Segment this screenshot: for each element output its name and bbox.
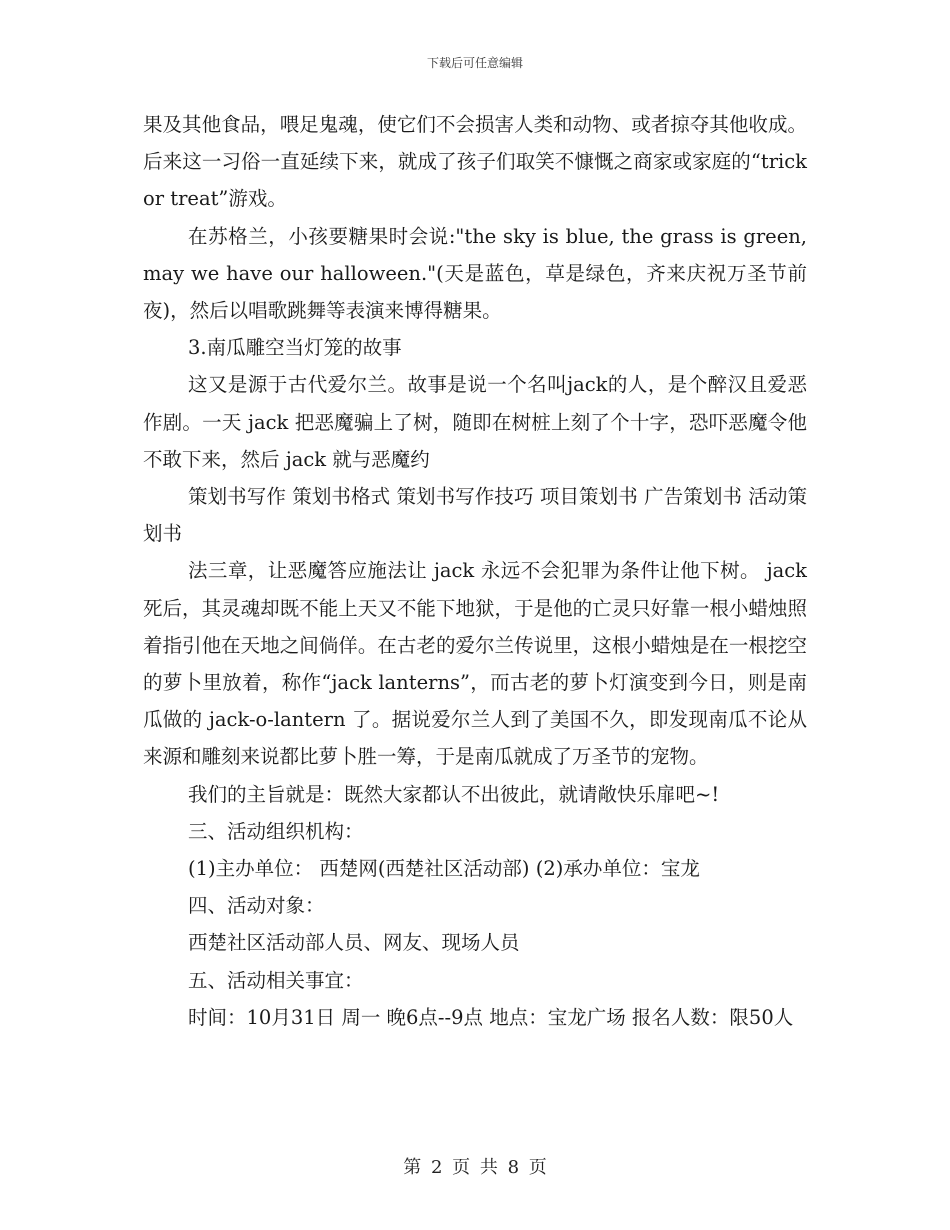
section-heading-details: 五、活动相关事宜： — [188, 968, 364, 992]
header-note: 下载后可任意编辑 — [426, 56, 523, 70]
document-body — [143, 106, 807, 1036]
paragraph-jack-story: 这又是源于古代爱尔兰。故事是说一个名叫jack的人，是个醉汉且爱恶作剧。一天 jack 把恶魔骗上了树，随即在树桩上刻了个十字，恐吓恶魔令他不敢下来，然后 jack 就与恶魔约 — [143, 373, 807, 471]
paragraph-trick-or-treat: 果及其他食品，喂足鬼魂，使它们不会损害人类和动物、或者掠夺其他收成。后来这一习俗一直延续下来，就成了孩子们取笑不慷慨之商家或家庭的“trick or treat”游戏。 — [143, 113, 807, 211]
section-heading-organization: 三、活动组织机构： — [188, 819, 364, 843]
paragraph-jack-lantern: 法三章，让恶魔答应施法让 jack 永远不会犯罪为条件让他下树。 jack 死后，其灵魂却既不能上天又不能下地狱，于是他的亡灵只好靠一根小蜡烛照着指引他在天地之间倘佯。在古老的爱尔兰传说里，这根小蜡烛是在一根挖空的萝卜里放着，称作“jack lanterns”，而古老的萝卜灯演变到今日，则是南瓜做的 jack-o-lantern 了。据说爱尔兰人到了美国不久，即发现南瓜不论从来源和雕刻来说都比萝卜胜一筹，于是南瓜就成了万圣节的宠物。 — [143, 559, 807, 769]
paragraph-keywords: 策划书写作 策划书格式 策划书写作技巧 项目策划书 广告策划书 活动策划书 — [143, 485, 807, 546]
paragraph-audience: 西楚社区活动部人员、网友、现场人员 — [188, 931, 520, 955]
paragraph-scotland: 在苏格兰，小孩要糖果时会说:"the sky is blue, the grass is green, may we have our halloween."(天是蓝色，草是绿色，齐来庆祝万圣节前夜)，然后以唱歌跳舞等表演来博得糖果。 — [143, 224, 807, 323]
section-heading-audience: 四、活动对象： — [188, 894, 325, 918]
paragraph-time-place: 时间：10月31日 周一 晚6点--9点 地点：宝龙广场 报名人数：限50人 — [188, 1005, 794, 1029]
paragraph-theme: 我们的主旨就是：既然大家都认不出彼此，就请敞快乐扉吧~! — [188, 782, 720, 806]
paragraph-organizers: (1)主办单位： 西楚网(西楚社区活动部) (2)承办单位：宝龙 — [188, 857, 700, 881]
section-heading-pumpkin-lantern: 3.南瓜雕空当灯笼的故事 — [188, 336, 402, 360]
page-number-footer: 第 2 页 共 8 页 — [403, 1157, 547, 1178]
